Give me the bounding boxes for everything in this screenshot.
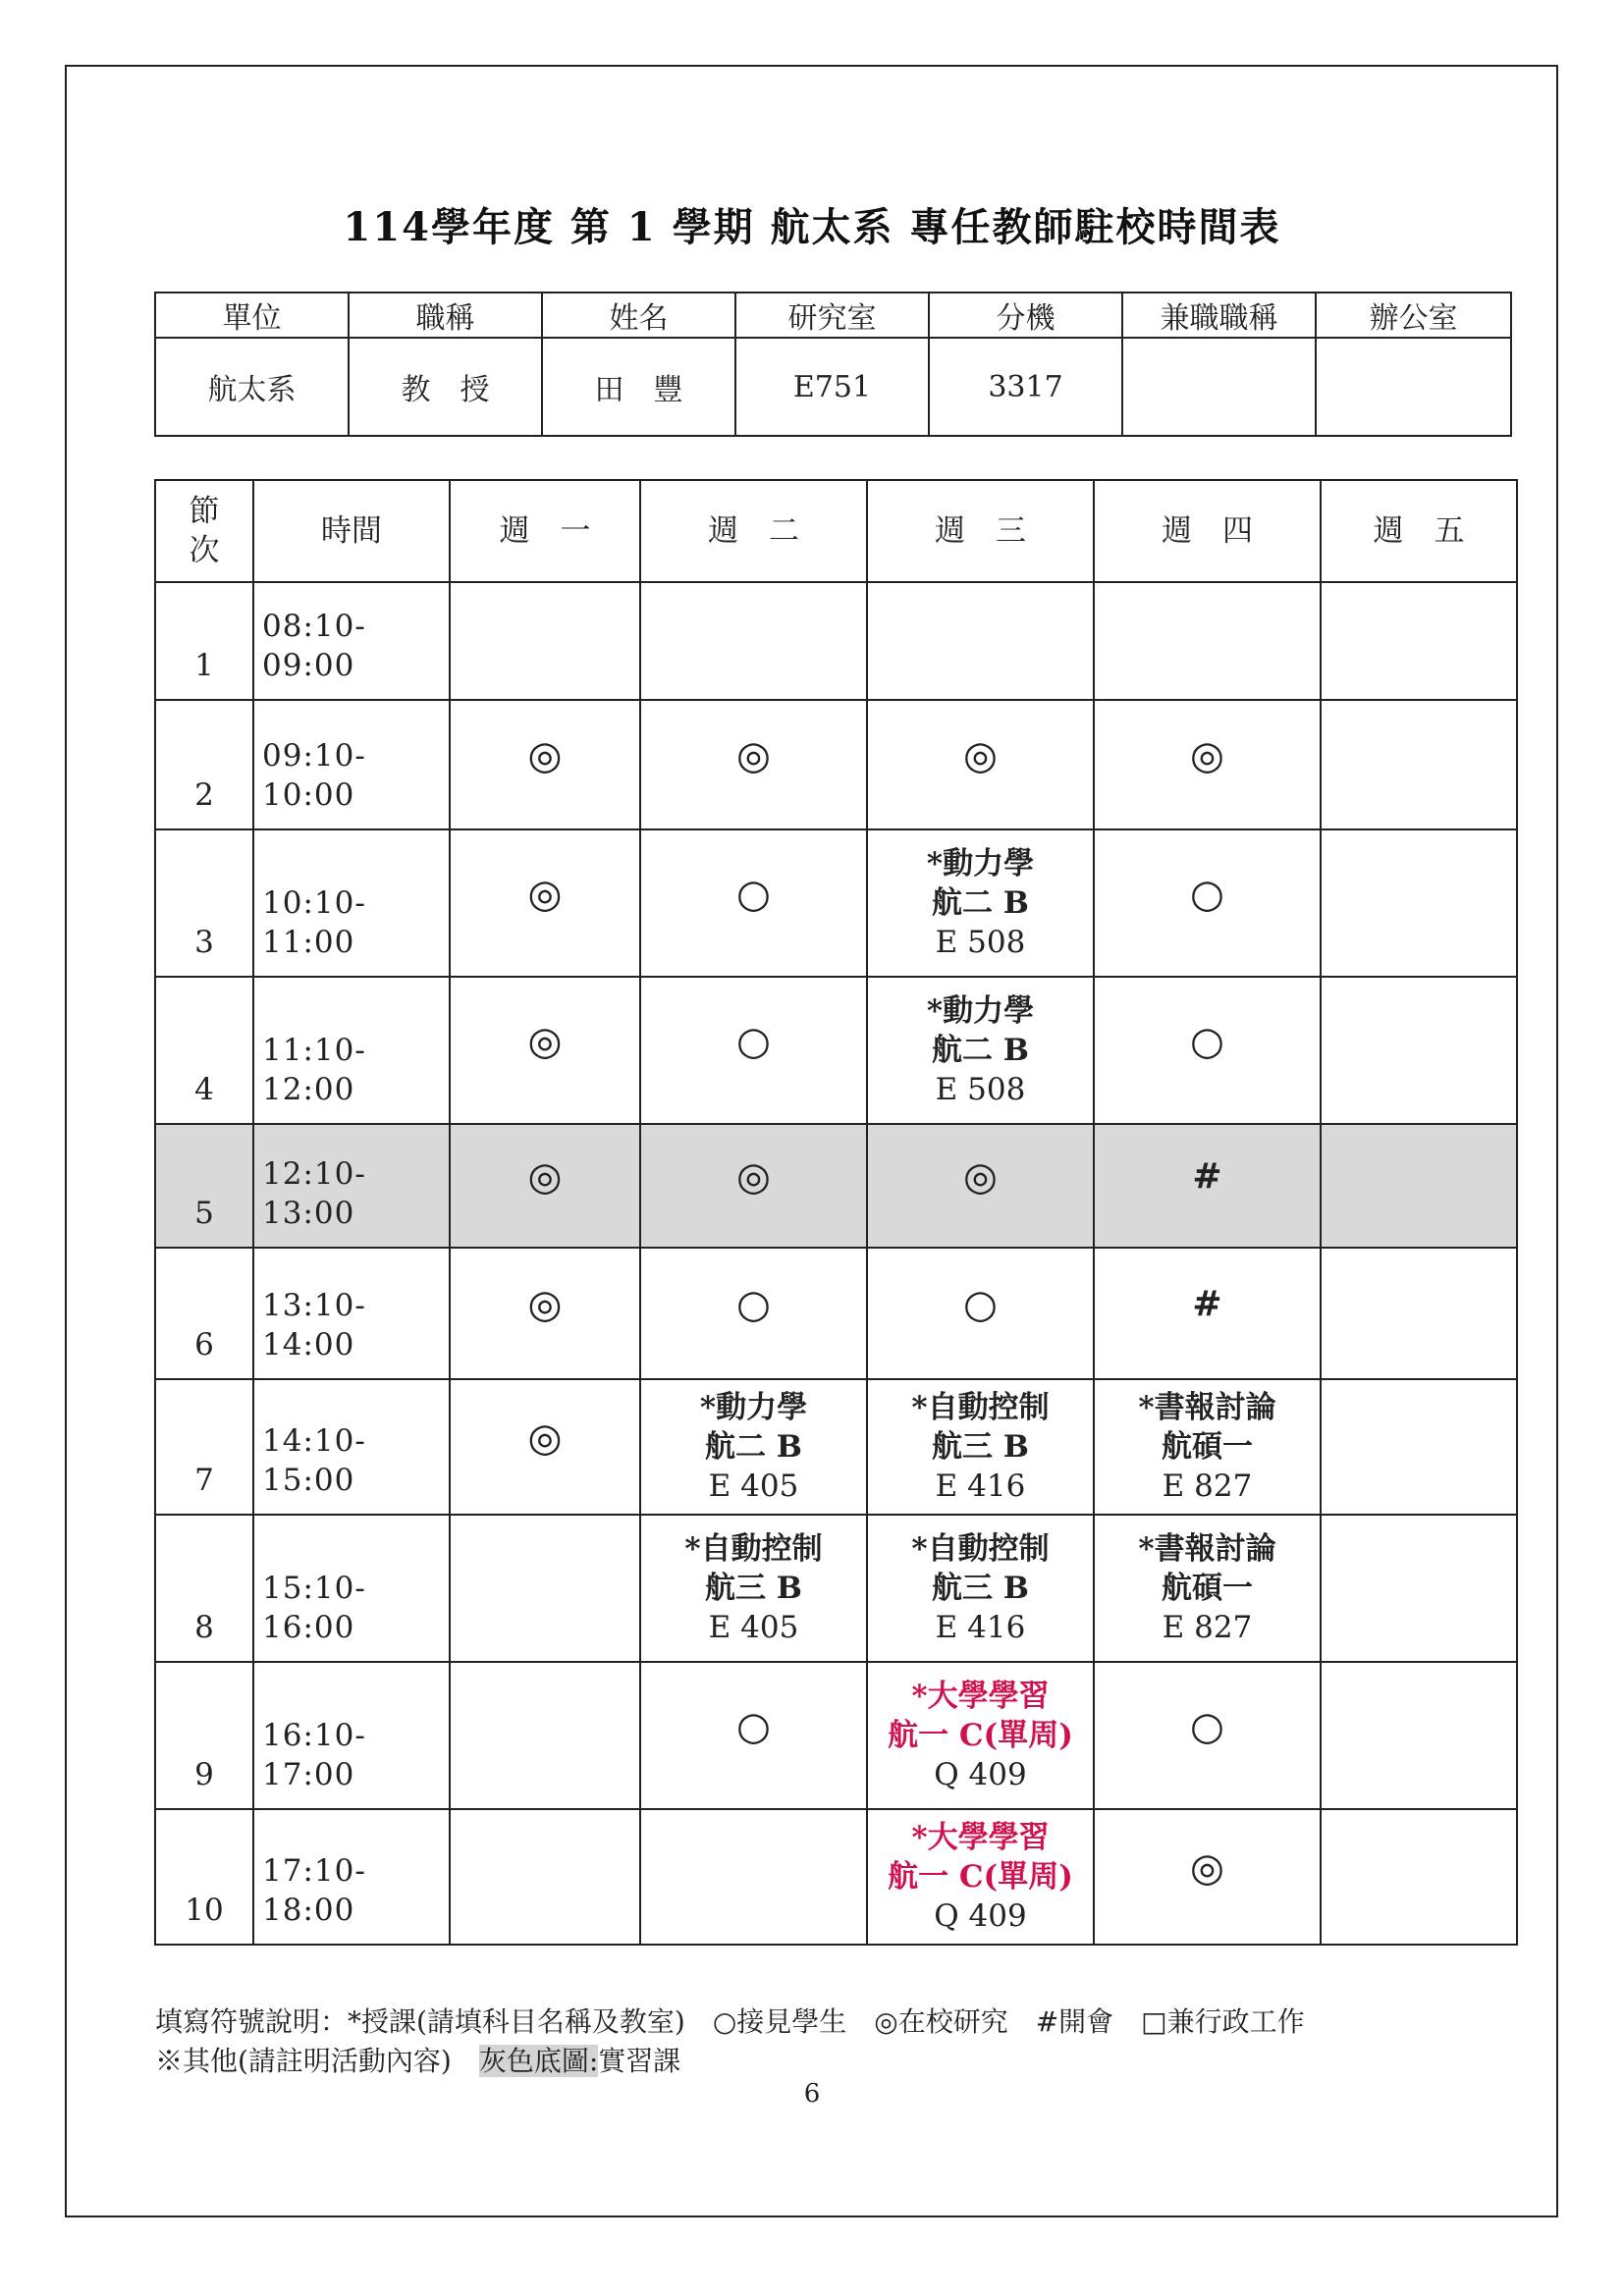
slot-room: E 827 [1162,1610,1253,1645]
slot-thu [1094,1662,1321,1809]
schedule-row [155,582,1517,700]
info-header-extension: 分機 [929,293,1122,338]
meet-student-symbol-icon: ○ [736,1019,771,1064]
research-symbol-icon: ◎ [736,1154,771,1200]
research-symbol-icon: ◎ [527,1282,563,1327]
slot-wed [867,1248,1094,1379]
schedule-row [155,977,1517,1124]
page-number: 6 [803,2079,821,2109]
research-symbol-icon: ◎ [1190,733,1224,778]
slot-mon [450,1124,640,1248]
slot-tue [640,1124,867,1248]
slot-room: E 827 [1162,1468,1253,1504]
research-symbol-icon: ◎ [963,733,998,778]
info-extension: 3317 [929,338,1122,436]
slot-mon [450,1662,640,1809]
slot-fri [1321,582,1517,700]
slot-tue [640,1662,867,1809]
day-header-thu: 週 四 [1094,480,1321,582]
period-time: 11:10-12:00 [253,977,450,1124]
period-time: 15:10-16:00 [253,1515,450,1662]
period-number: 8 [155,1515,253,1662]
period-time: 12:10-13:00 [253,1124,450,1248]
slot-wed [867,977,1094,1124]
slot-thu [1094,829,1321,977]
slot-fri [1321,1515,1517,1662]
period-time: 08:10-09:00 [253,582,450,700]
schedule-header-row [155,480,1517,582]
schedule-row [155,1124,1517,1248]
period-number: 7 [155,1379,253,1515]
info-value-row [155,338,1511,436]
info-header-title: 職稱 [349,293,542,338]
slot-room: Q 409 [934,1757,1027,1792]
slot-course: *自動控制 [911,1531,1050,1567]
schedule-row [155,1515,1517,1662]
slot-course: *大學學習 [911,1679,1050,1714]
meet-student-symbol-icon: ○ [736,1282,771,1327]
teacher-info-table [154,292,1512,437]
slot-fri [1321,1248,1517,1379]
slot-wed [867,1809,1094,1945]
research-symbol-icon: ◎ [963,1154,998,1200]
period-number: 1 [155,582,253,700]
info-title: 教 授 [349,338,542,436]
slot-tue [640,1379,867,1515]
period-number: 6 [155,1248,253,1379]
schedule-body [155,582,1517,1945]
slot-wed [867,1662,1094,1809]
slot-mon [450,977,640,1124]
slot-fri [1321,1379,1517,1515]
slot-thu [1094,1124,1321,1248]
page-title: 114學年度 第 1 學期 航太系 專任教師駐校時間表 [343,204,1281,250]
slot-tue [640,700,867,829]
slot-course: *書報討論 [1138,1390,1276,1425]
slot-class: 航碩一 [1162,1571,1253,1606]
slot-thu [1094,1809,1321,1945]
slot-mon [450,1809,640,1945]
period-header [155,480,253,582]
research-symbol-icon: ◎ [527,733,563,778]
day-header-fri: 週 五 [1321,480,1517,582]
meet-student-symbol-icon: ○ [963,1282,998,1327]
period-number: 3 [155,829,253,977]
slot-course: *書報討論 [1138,1531,1276,1567]
schedule-row [155,1248,1517,1379]
research-symbol-icon: ◎ [736,733,771,778]
slot-class: 航二 B [932,885,1029,921]
slot-tue [640,582,867,700]
legend-line2 [155,2042,1305,2081]
research-symbol-icon: ◎ [527,872,563,917]
slot-room: E 405 [708,1610,799,1645]
legend-practicum: 實習課 [598,2045,681,2077]
schedule-row [155,1809,1517,1945]
slot-course: *自動控制 [684,1531,823,1567]
slot-room: E 405 [708,1468,799,1504]
time-header: 時間 [253,480,450,582]
slot-room: E 508 [935,925,1026,960]
research-symbol-icon: ◎ [527,1415,563,1461]
schedule-row [155,700,1517,829]
slot-tue [640,829,867,977]
slot-mon [450,582,640,700]
info-header-lab: 研究室 [735,293,929,338]
day-header-mon: 週 一 [450,480,640,582]
period-time: 14:10-15:00 [253,1379,450,1515]
day-header-wed: 週 三 [867,480,1094,582]
slot-thu [1094,582,1321,700]
meet-student-symbol-icon: ○ [736,1704,771,1749]
info-unit: 航太系 [155,338,349,436]
period-time: 13:10-14:00 [253,1248,450,1379]
info-header-unit: 單位 [155,293,349,338]
info-header-row [155,293,1511,338]
slot-wed [867,1379,1094,1515]
meeting-symbol-icon: # [1192,1156,1222,1197]
schedule-table [154,479,1518,1946]
slot-thu [1094,700,1321,829]
slot-mon [450,1379,640,1515]
slot-class: 航一 C(單周) [888,1859,1073,1895]
slot-mon [450,1248,640,1379]
schedule-row [155,1662,1517,1809]
period-time: 09:10-10:00 [253,700,450,829]
info-header-name: 姓名 [542,293,735,338]
schedule-row [155,1379,1517,1515]
slot-fri [1321,1809,1517,1945]
slot-wed [867,1515,1094,1662]
slot-fri [1321,700,1517,829]
slot-room: E 416 [935,1610,1026,1645]
legend-gray-highlight: 灰色底圖: [478,2045,599,2077]
slot-class: 航碩一 [1162,1429,1253,1465]
meet-student-symbol-icon: ○ [1190,1019,1224,1064]
slot-course: *動力學 [699,1390,808,1425]
slot-mon [450,1515,640,1662]
period-header-line2: 次 [189,533,220,568]
slot-class: 航二 B [705,1429,802,1465]
research-symbol-icon: ◎ [527,1154,563,1200]
legend [155,2002,1305,2081]
slot-fri [1321,1662,1517,1809]
slot-thu [1094,1515,1321,1662]
info-office [1316,338,1511,436]
slot-mon [450,829,640,977]
research-symbol-icon: ◎ [1190,1845,1224,1891]
slot-room: Q 409 [934,1898,1027,1934]
meet-student-symbol-icon: ○ [1190,1704,1224,1749]
meet-student-symbol-icon: ○ [736,872,771,917]
slot-mon [450,700,640,829]
period-number: 4 [155,977,253,1124]
slot-wed [867,700,1094,829]
info-header-concurrent-title: 兼職職稱 [1122,293,1316,338]
period-time: 10:10-11:00 [253,829,450,977]
period-time: 17:10-18:00 [253,1809,450,1945]
info-name: 田 豐 [542,338,735,436]
slot-class: 航二 B [932,1033,1029,1068]
meet-student-symbol-icon: ○ [1190,872,1224,917]
research-symbol-icon: ◎ [527,1019,563,1064]
slot-class: 航一 C(單周) [888,1718,1073,1753]
slot-thu [1094,977,1321,1124]
period-number: 9 [155,1662,253,1809]
period-header-line1: 節 [189,494,220,529]
info-header-office: 辦公室 [1316,293,1511,338]
period-number: 10 [155,1809,253,1945]
meeting-symbol-icon: # [1192,1284,1222,1324]
period-number: 2 [155,700,253,829]
schedule-row [155,829,1517,977]
period-time: 16:10-17:00 [253,1662,450,1809]
slot-fri [1321,977,1517,1124]
slot-tue [640,977,867,1124]
slot-course: *動力學 [926,846,1035,881]
slot-thu [1094,1248,1321,1379]
slot-tue [640,1248,867,1379]
slot-course: *大學學習 [911,1820,1050,1855]
info-lab: E751 [735,338,929,436]
slot-course: *自動控制 [911,1390,1050,1425]
legend-line1: 填寫符號說明：*授課(請填科目名稱及教室) ○接見學生 ◎在校研究 #開會 □兼行政工作 [155,2005,1305,2038]
slot-tue [640,1809,867,1945]
slot-tue [640,1515,867,1662]
slot-class: 航三 B [705,1571,802,1606]
period-number: 5 [155,1124,253,1248]
slot-class: 航三 B [932,1429,1029,1465]
slot-room: E 416 [935,1468,1026,1504]
slot-course: *動力學 [926,993,1035,1029]
slot-wed [867,582,1094,700]
slot-wed [867,1124,1094,1248]
slot-fri [1321,829,1517,977]
slot-room: E 508 [935,1072,1026,1107]
slot-wed [867,829,1094,977]
legend-other: ※其他(請註明活動內容) [155,2045,479,2077]
slot-class: 航三 B [932,1571,1029,1606]
day-header-tue: 週 二 [640,480,867,582]
slot-thu [1094,1379,1321,1515]
info-concurrent-title [1122,338,1316,436]
slot-fri [1321,1124,1517,1248]
